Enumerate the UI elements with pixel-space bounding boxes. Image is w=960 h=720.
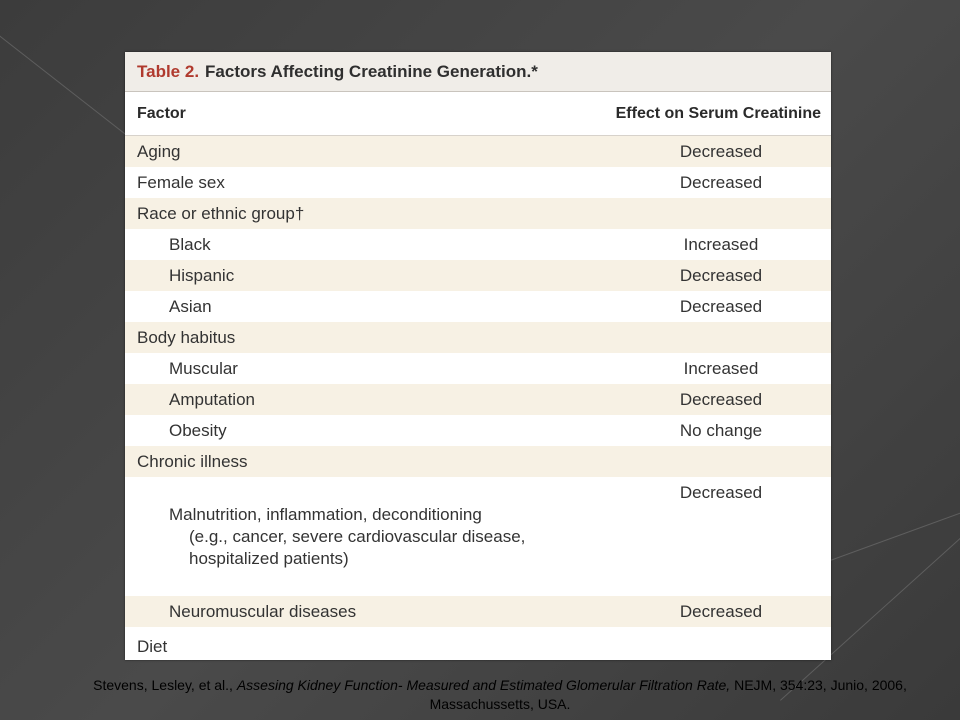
table-label: Table 2. xyxy=(137,61,200,81)
table-row xyxy=(125,446,831,477)
table-title xyxy=(137,62,538,82)
citation-prefix: Stevens, Lesley, et al., xyxy=(93,677,237,693)
factor-cell: Neuromuscular diseases xyxy=(169,602,357,621)
column-headers xyxy=(125,92,831,136)
table-row xyxy=(125,477,831,596)
factor-cell: Diet xyxy=(137,637,168,656)
table-row xyxy=(125,198,831,229)
effect-cell: Decreased xyxy=(679,173,763,192)
citation-title: Assesing Kidney Function- Measured and Estimated Glomerular Filtration Rate, xyxy=(236,677,731,693)
factor-cell: Race or ethnic group† xyxy=(137,204,305,223)
factor-cell: Obesity xyxy=(169,421,227,440)
column-header-effect: Effect on Serum Creatinine xyxy=(615,104,821,122)
table-row xyxy=(125,136,831,167)
effect-cell: Decreased xyxy=(679,602,763,621)
table-title-text: Factors Affecting Creatinine Generation.* xyxy=(205,61,538,81)
table-row xyxy=(125,291,831,322)
effect-cell: Decreased xyxy=(679,297,763,316)
factor-cell-continuation: (e.g., cancer, severe cardiovascular disease, hospitalized patients) xyxy=(189,527,526,568)
factor-cell xyxy=(137,482,549,592)
factor-cell: Chronic illness xyxy=(137,452,248,471)
effect-cell: Decreased xyxy=(679,266,763,285)
factor-cell: Female sex xyxy=(137,173,225,192)
factor-cell: Asian xyxy=(169,297,212,316)
effect-cell: No change xyxy=(679,421,763,440)
table-image xyxy=(125,52,831,660)
table-row xyxy=(125,167,831,198)
factor-cell: Hispanic xyxy=(169,266,235,285)
background-line xyxy=(830,492,960,561)
effect-cell: Decreased xyxy=(679,142,763,161)
effect-cell: Decreased xyxy=(679,390,763,409)
factor-cell: Amputation xyxy=(169,390,255,409)
effect-cell: Decreased xyxy=(679,483,763,502)
effect-cell: Increased xyxy=(683,359,759,378)
factor-cell: Black xyxy=(169,235,211,254)
table-row xyxy=(125,384,831,415)
factor-cell: Aging xyxy=(137,142,181,161)
factor-cell: Body habitus xyxy=(137,328,236,347)
table-row xyxy=(125,353,831,384)
table-row xyxy=(125,596,831,627)
effect-cell: Increased xyxy=(683,235,759,254)
column-header-factor: Factor xyxy=(137,104,186,122)
factor-cell: Muscular xyxy=(169,359,238,378)
table-header xyxy=(125,52,831,92)
table-row xyxy=(125,322,831,353)
table-row xyxy=(125,627,831,660)
table-row xyxy=(125,229,831,260)
table-row xyxy=(125,260,831,291)
factor-cell-line: Malnutrition, inflammation, deconditioning xyxy=(169,505,482,524)
citation-suffix: NEJM, 354:23, Junio, 2006, Massachussetts, USA. xyxy=(429,677,907,712)
table-row xyxy=(125,415,831,446)
citation xyxy=(50,676,950,714)
